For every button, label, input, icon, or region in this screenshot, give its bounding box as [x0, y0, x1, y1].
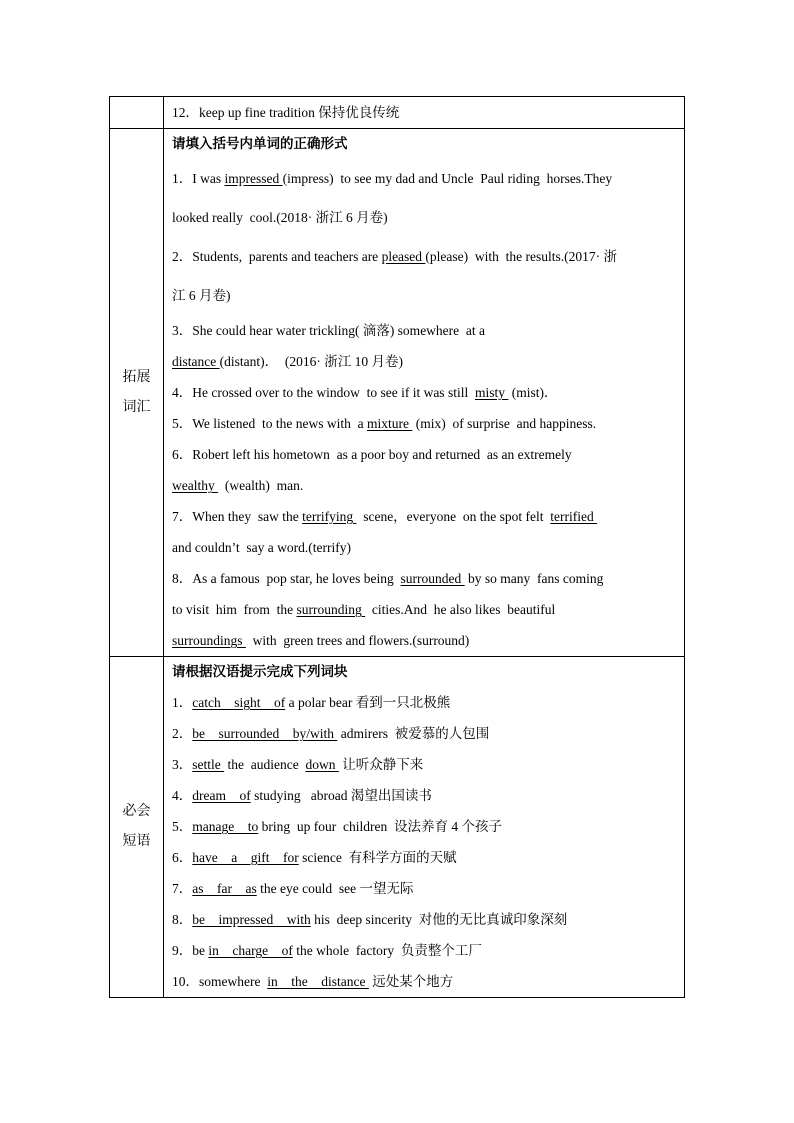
- line-text: 4．: [172, 788, 193, 803]
- answer-blank: settle: [192, 757, 225, 772]
- line-text: 3．: [172, 757, 193, 772]
- answer-blank: manage to: [192, 819, 259, 834]
- list-item: [172, 470, 680, 501]
- line-text: studying abroad 渴望出国读书: [250, 788, 432, 803]
- answer-blank: distance: [172, 354, 220, 369]
- answer-blank: mixture: [367, 416, 413, 431]
- list-item: [172, 439, 680, 470]
- line-text: (wealth) man.: [218, 478, 304, 493]
- line-text: scene，everyone on the spot felt: [356, 509, 551, 524]
- list-item: [172, 315, 680, 346]
- table-row: [110, 657, 685, 998]
- list-item: [172, 237, 680, 276]
- list-item: [172, 532, 680, 563]
- line-text: looked really cool.(2018· 浙江 6 月卷): [172, 210, 388, 225]
- answer-blank: in the distance: [267, 974, 369, 989]
- answer-blank: be surrounded by/with: [192, 726, 338, 741]
- line-text: 7．When they saw the: [172, 509, 303, 524]
- list-item: [172, 811, 680, 842]
- line-text: the whole factory 负责整个工厂: [292, 943, 482, 958]
- answer-blank: as far as: [192, 881, 257, 896]
- vocab-table: [109, 96, 685, 998]
- answer-blank: misty: [474, 385, 509, 400]
- list-item: [172, 377, 680, 408]
- line-text: by so many fans coming: [464, 571, 604, 586]
- list-item: [172, 408, 680, 439]
- line-text: to visit him from the: [172, 602, 297, 617]
- line-text: 9．be: [172, 943, 209, 958]
- line-text: science 有科学方面的天赋: [298, 850, 457, 865]
- line-text: 7．: [172, 881, 193, 896]
- list-item: [172, 873, 680, 904]
- section-heading: 请填入括号内单词的正确形式: [172, 136, 348, 151]
- answer-blank: terrified: [550, 509, 598, 524]
- line-text: 8．As a famous pop star, he loves being: [172, 571, 401, 586]
- line-text: the eye could see 一望无际: [256, 881, 414, 896]
- line-text: 2．: [172, 726, 193, 741]
- line-text: 6．Robert left his hometown as a poor boy and returned as an extremely: [172, 447, 572, 462]
- line-text: (distant)． (2016· 浙江 10 月卷): [219, 354, 403, 369]
- list-item: [172, 563, 680, 594]
- section-body-phrases: [164, 657, 685, 998]
- line-text: 5．We listened to the news with a: [172, 416, 367, 431]
- line-text: 1．: [172, 695, 193, 710]
- list-item: [172, 159, 680, 198]
- line-text: a polar bear 看到一只北极熊: [285, 695, 451, 710]
- answer-blank: wealthy: [172, 478, 219, 493]
- line-text: 江 6 月卷): [172, 288, 231, 303]
- line-text: (please) with the results.(2017· 浙: [425, 249, 617, 264]
- answer-blank: impressed: [224, 171, 283, 186]
- list-item: [172, 501, 680, 532]
- list-item: [172, 198, 680, 237]
- exercise-list: [172, 687, 680, 997]
- section-label-vocab: 拓展 词汇: [110, 129, 164, 657]
- line-text: (impress) to see my dad and Uncle Paul riding horses.They: [282, 171, 613, 186]
- line-text: 8．: [172, 912, 193, 927]
- list-item: [172, 749, 680, 780]
- list-item: [172, 276, 680, 315]
- line-text: 让听众静下来: [338, 757, 424, 772]
- list-item: [172, 718, 680, 749]
- line-text: 远处某个地方: [368, 974, 454, 989]
- line-text: his deep sincerity 对他的无比真诚印象深刻: [310, 912, 568, 927]
- answer-blank: surroundings: [172, 633, 246, 648]
- list-item: [172, 625, 680, 656]
- answer-blank: catch sight of: [192, 695, 286, 710]
- line-text: with green trees and flowers.(surround): [245, 633, 470, 648]
- list-item: [172, 935, 680, 966]
- answer-blank: pleased: [381, 249, 426, 264]
- section-body-vocab: [164, 129, 685, 657]
- list-item: [172, 780, 680, 811]
- list-item: [172, 687, 680, 718]
- line-text: cities.And he also likes beautiful: [365, 602, 556, 617]
- answer-blank: be impressed with: [192, 912, 311, 927]
- line-text: and couldn’t say a word.(terrify): [172, 540, 351, 555]
- answer-blank: dream of: [192, 788, 251, 803]
- exercise-list: [172, 159, 680, 656]
- line-text: 4．He crossed over to the window to see if it was still: [172, 385, 475, 400]
- list-item: [172, 904, 680, 935]
- list-item: 12．keep up fine tradition 保持优良传统: [172, 105, 400, 120]
- list-item: [172, 594, 680, 625]
- line-text: 1．I was: [172, 171, 225, 186]
- line-text: 10．somewhere: [172, 974, 268, 989]
- answer-blank: have a gift for: [192, 850, 299, 865]
- line-text: 3．She could hear water trickling( 滴落) somewhere at a: [172, 323, 486, 338]
- answer-blank: surrounding: [296, 602, 366, 617]
- table-row: [110, 97, 685, 129]
- answer-blank: surrounded: [400, 571, 465, 586]
- line-text: 5．: [172, 819, 193, 834]
- row-label-empty: [110, 97, 164, 129]
- answer-blank: terrifying: [302, 509, 357, 524]
- row-body-top: [164, 97, 685, 129]
- table-row: [110, 129, 685, 657]
- line-text: (mix) of surprise and happiness.: [412, 416, 597, 431]
- line-text: admirers 被爱慕的人包围: [337, 726, 490, 741]
- answer-blank: down: [305, 757, 339, 772]
- section-label-phrases: 必会 短语: [110, 657, 164, 998]
- list-item: [172, 346, 680, 377]
- line-text: the audience: [224, 757, 306, 772]
- line-text: (mist)．: [508, 385, 558, 400]
- line-text: bring up four children 设法养育 4 个孩子: [258, 819, 502, 834]
- list-item: [172, 966, 680, 997]
- line-text: 6．: [172, 850, 193, 865]
- line-text: 2．Students, parents and teachers are: [172, 249, 382, 264]
- section-heading: 请根据汉语提示完成下列词块: [172, 664, 348, 679]
- list-item: [172, 842, 680, 873]
- answer-blank: in charge of: [208, 943, 293, 958]
